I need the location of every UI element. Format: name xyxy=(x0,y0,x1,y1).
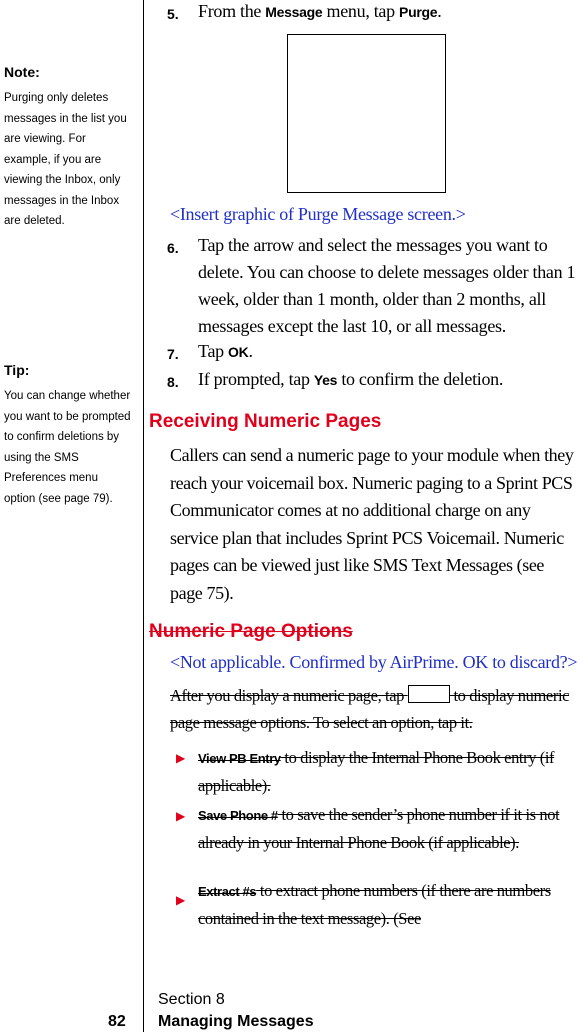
step-5-mid: menu, tap xyxy=(322,1,400,21)
option-extract-numbers xyxy=(198,877,580,932)
save-phone-text: to save the sender’s phone number if it is not already in your Internal Phone Book (if applicable). xyxy=(198,805,560,852)
step-5-number: 5. xyxy=(167,6,179,22)
step-6-text: Tap the arrow and select the messages you want to delete. You can choose to delete messages older than 1 week, older than 1 month, older than 2 months, all messages except the last 10, or all messages. xyxy=(198,235,576,336)
options-button-placeholder xyxy=(408,685,450,703)
tip-text: You can change whether you want to be prompted to confirm deletions by using the SMS Preferences menu option (see page 79). xyxy=(4,390,131,505)
step-8-text xyxy=(198,366,580,394)
step-5-post: . xyxy=(437,1,442,21)
tip-box xyxy=(4,362,132,509)
ok-label: OK xyxy=(228,344,249,360)
bullet-arrow-icon: ▶ xyxy=(176,809,186,823)
margin-rule xyxy=(143,0,144,1032)
receiving-body: Callers can send a numeric page to your module when they reach your voicemail box. Numeric paging to a Sprint PCS Communicator comes at no additional charge on any service plan that includes Sprint PCS Voicemail. Numeric pages can be viewed just like SMS Text Messages (see page 75). xyxy=(170,445,574,603)
options-heading: Numeric Page Options xyxy=(149,621,353,642)
bullet-arrow-icon: ▶ xyxy=(176,751,186,765)
save-phone-label: Save Phone # xyxy=(198,808,278,823)
footer-section: Section 8 xyxy=(158,991,225,1008)
page-number: 82 xyxy=(108,1013,126,1030)
option-view-pb-entry xyxy=(198,744,580,799)
tip-heading: Tip: xyxy=(4,362,30,378)
note-heading: Note: xyxy=(4,64,40,80)
options-intro-pre: After you display a numeric page, tap xyxy=(170,686,408,705)
options-intro xyxy=(170,682,580,736)
step-6-number: 6. xyxy=(167,240,179,256)
extract-numbers-label: Extract #s xyxy=(198,884,257,899)
step-5-text xyxy=(198,0,580,26)
footer-title: Managing Messages xyxy=(158,1013,314,1030)
note-text: Purging only deletes messages in the list you are viewing. For example, if you are viewing the Inbox, only messages in the Inbox are deleted. xyxy=(4,92,127,227)
purge-label: Purge xyxy=(399,4,438,20)
view-pb-entry-label: View PB Entry xyxy=(198,751,281,766)
step-7-number: 7. xyxy=(167,346,179,362)
view-pb-entry-text: to display the Internal Phone Book entry (if applicable). xyxy=(198,748,555,795)
yes-label: Yes xyxy=(313,372,338,388)
bullet-arrow-icon: ▶ xyxy=(176,893,186,907)
step-8-number: 8. xyxy=(167,374,179,390)
step-7-pre: Tap xyxy=(198,341,229,361)
options-intro-post: to display numeric page message options. To select an option, tap it. xyxy=(170,686,570,732)
receiving-heading: Receiving Numeric Pages xyxy=(149,411,382,432)
review-comment: <Not applicable. Confirmed by AirPrime. OK to discard?> xyxy=(170,652,578,672)
screenshot-placeholder-frame xyxy=(287,34,446,193)
graphic-placeholder-note: <Insert graphic of Purge Message screen.> xyxy=(170,204,466,224)
step-7-post: . xyxy=(248,341,253,361)
step-8-post: to confirm the deletion. xyxy=(337,369,504,389)
option-save-phone xyxy=(198,801,580,856)
extract-numbers-text: to extract phone numbers (if there are numbers contained in the text message). (See xyxy=(198,881,551,928)
step-5-pre: From the xyxy=(198,1,266,21)
step-7-text xyxy=(198,338,580,366)
step-8-pre: If prompted, tap xyxy=(198,369,314,389)
message-menu-label: Message xyxy=(265,4,323,20)
note-box xyxy=(4,64,132,232)
